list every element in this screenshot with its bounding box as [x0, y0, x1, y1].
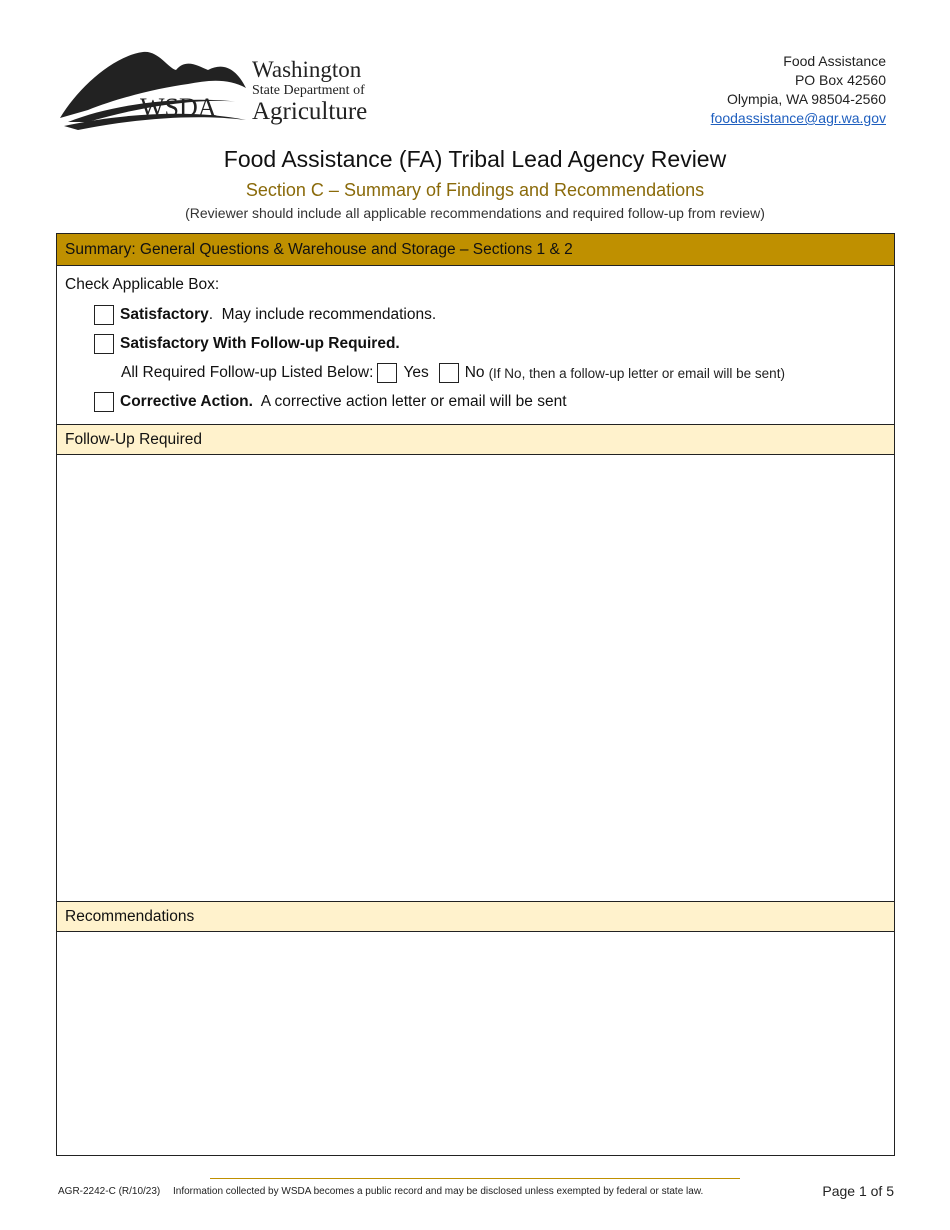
logo-line-3: Agriculture: [252, 98, 368, 125]
logo-wsda-text: WSDA: [140, 93, 217, 122]
summary-form: [56, 233, 895, 1156]
option-satisfactory-label: Satisfactory: [120, 306, 209, 323]
section-subtitle: Section C – Summary of Findings and Recommendations: [245, 180, 705, 200]
address-line-3: Olympia, WA 98504-2560: [726, 91, 886, 107]
followup-listed-label: All Required Follow-up Listed Below:: [121, 364, 374, 381]
footer-divider: [210, 1178, 740, 1179]
followup-checkbox[interactable]: [94, 334, 114, 354]
option-followup-label: Satisfactory With Follow-up Required.: [120, 335, 400, 352]
corrective-checkbox[interactable]: [94, 392, 114, 412]
followup-heading: Follow-Up Required: [57, 424, 894, 455]
option-corrective-label: Corrective Action.: [120, 393, 253, 410]
no-checkbox[interactable]: [439, 363, 459, 383]
address-line-1: Food Assistance: [783, 53, 886, 69]
address-block: [711, 52, 886, 128]
recommendations-heading: Recommendations: [57, 901, 894, 932]
option-followup: [94, 334, 400, 354]
option-corrective: [94, 392, 567, 412]
form-id: AGR-2242-C (R/10/23): [58, 1186, 161, 1197]
followup-listed-row: [121, 363, 785, 383]
option-satisfactory: [94, 305, 436, 325]
logo-line-1: Washington: [252, 57, 362, 82]
yes-label: Yes: [403, 364, 429, 381]
check-prompt: Check Applicable Box:: [65, 276, 220, 293]
no-note: (If No, then a follow-up letter or email will be sent): [488, 365, 785, 381]
option-satisfactory-desc: . May include recommendations.: [208, 306, 437, 323]
address-line-2: PO Box 42560: [794, 72, 886, 88]
page-number: Page 1 of 5: [822, 1183, 894, 1199]
footer-disclaimer: Information collected by WSDA becomes a public record and may be disclosed unless exempted by federal or state law.: [173, 1186, 704, 1197]
check-options: [57, 266, 894, 424]
logo-line-2: State Department of: [252, 83, 365, 98]
summary-heading: Summary: General Questions & Warehouse and Storage – Sections 1 & 2: [57, 234, 894, 266]
recommendations-text-area[interactable]: [57, 931, 894, 1155]
no-label: No: [464, 364, 485, 381]
satisfactory-checkbox[interactable]: [94, 305, 114, 325]
agency-name: [252, 58, 367, 124]
reviewer-note: (Reviewer should include all applicable recommendations and required follow-up from review): [185, 205, 765, 221]
followup-text-area[interactable]: [57, 454, 894, 901]
email-link[interactable]: foodassistance@agr.wa.gov: [710, 110, 886, 126]
option-corrective-desc: A corrective action letter or email will be sent: [252, 393, 567, 410]
yes-checkbox[interactable]: [377, 363, 397, 383]
page-title: Food Assistance (FA) Tribal Lead Agency Review: [223, 146, 727, 172]
